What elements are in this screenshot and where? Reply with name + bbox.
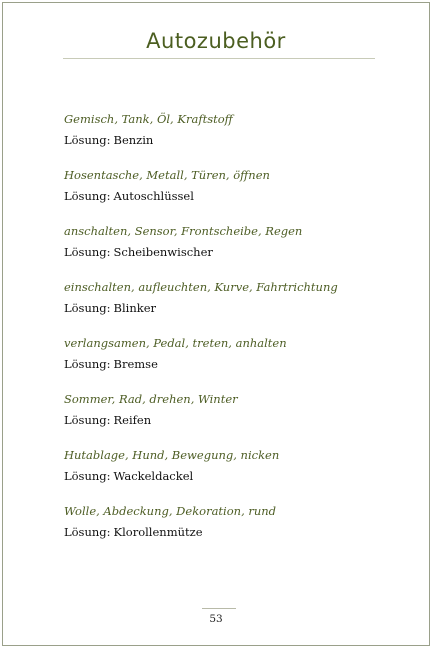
riddle-clue: Hosentasche, Metall, Türen, öffnen [64,168,270,182]
solution-text: Wackeldackel [113,469,194,483]
footer-divider [202,608,236,609]
riddle-entry [64,111,394,167]
solution-label: Lösung: [64,413,111,427]
riddle-solution [64,356,394,373]
riddle-entry [64,335,394,391]
riddle-list [64,111,394,559]
solution-label: Lösung: [64,189,111,203]
solution-text: Blinker [113,301,157,315]
riddle-entry [64,279,394,335]
riddle-solution [64,524,394,541]
riddle-entry [64,447,394,503]
riddle-solution [64,188,394,205]
solution-text: Autoschlüssel [113,189,194,203]
solution-label: Lösung: [64,525,111,539]
solution-text: Scheibenwischer [113,245,213,259]
title-divider [63,58,375,59]
riddle-clue: Sommer, Rad, drehen, Winter [64,392,238,406]
riddle-solution [64,412,394,429]
solution-text: Benzin [113,133,154,147]
riddle-solution [64,468,394,485]
riddle-clue: Hutablage, Hund, Bewegung, nicken [64,448,280,462]
page-number: 53 [209,613,223,625]
solution-text: Reifen [113,413,152,427]
riddle-solution [64,300,394,317]
riddle-entry [64,167,394,223]
riddle-entry [64,503,394,559]
riddle-clue: anschalten, Sensor, Frontscheibe, Regen [64,224,303,238]
riddle-clue: einschalten, aufleuchten, Kurve, Fahrtrichtung [64,280,338,294]
riddle-solution [64,132,394,149]
solution-label: Lösung: [64,245,111,259]
riddle-clue: Wolle, Abdeckung, Dekoration, rund [64,504,277,518]
book-page [2,2,430,646]
solution-text: Bremse [113,357,158,371]
riddle-clue: Gemisch, Tank, Öl, Kraftstoff [64,112,233,126]
solution-label: Lösung: [64,357,111,371]
riddle-entry [64,391,394,447]
riddle-entry [64,223,394,279]
riddle-clue: verlangsamen, Pedal, treten, anhalten [64,336,287,350]
solution-text: Klorollenmütze [113,525,203,539]
riddle-solution [64,244,394,261]
solution-label: Lösung: [64,469,111,483]
solution-label: Lösung: [64,133,111,147]
page-title: Autozubehör [146,29,286,53]
solution-label: Lösung: [64,301,111,315]
